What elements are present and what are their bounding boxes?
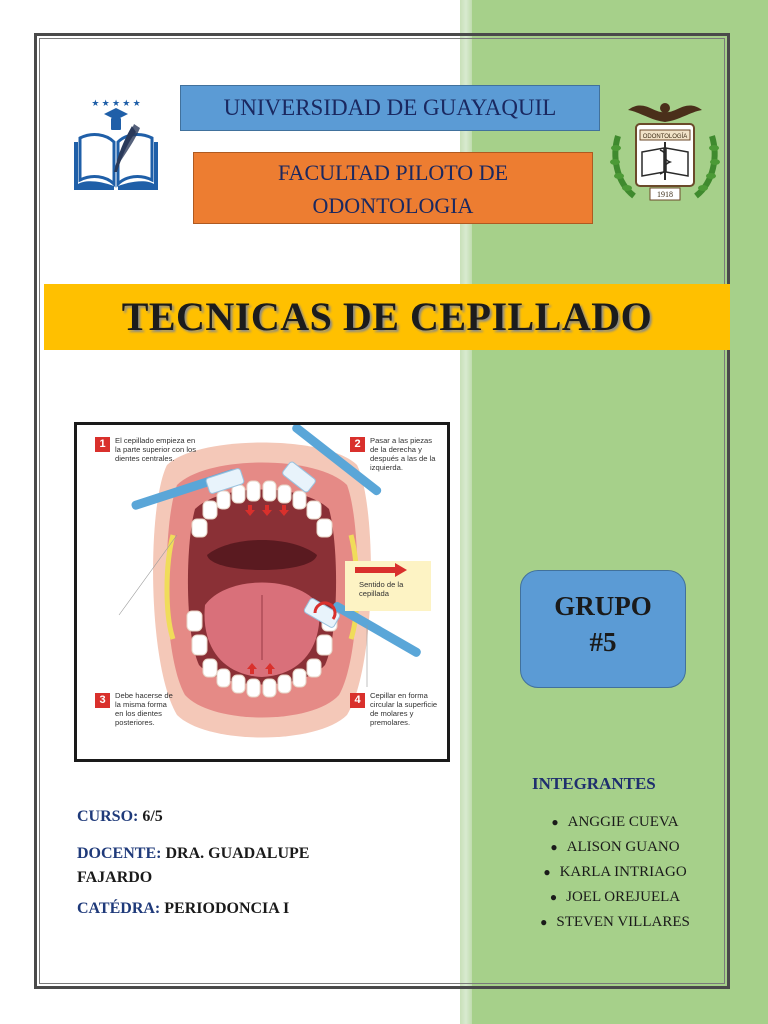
university-banner [180,85,600,131]
bullet-icon: ● [550,840,558,854]
bullet-icon: ● [551,815,559,829]
step-4-number: 4 [350,693,365,708]
seal-year: 1918 [657,190,673,199]
teacher-line [77,842,367,890]
course-label: CURSO: [77,808,139,825]
members-title: INTEGRANTES [532,774,656,793]
bullet-icon: ● [549,890,558,904]
bullet-icon: ● [543,865,551,879]
step-1-number: 1 [95,437,110,452]
list-item [515,860,715,885]
step-4-text: Cepillar en forma circular la superficie de molares y premolares. [370,691,438,727]
subject-value: PERIODONCIA I [164,900,290,917]
step-2-text: Pasar a las piezas de la derecha y después a las de la izquierda. [370,436,436,472]
teacher-label: DOCENTE: [77,845,162,862]
teacher-value: DRA. GUADALUPE [165,845,310,862]
bullet-icon: ● [540,915,548,929]
member-name: KARLA INTRIAGO [559,864,687,880]
document-title: TECNICAS DE CEPILLADO [121,294,653,339]
subject-label: CATÉDRA: [77,900,161,917]
svg-text:★ ★ ★ ★ ★: ★ ★ ★ ★ ★ [91,98,141,108]
course-value: 6/5 [142,808,163,825]
group-number: #5 [589,627,617,657]
step-1-text: El cepillado empieza en la parte superior con los dientes centrales. [115,436,197,463]
member-name: JOEL OREJUELA [566,889,681,905]
step-2-number: 2 [350,437,365,452]
member-name: ALISON GUANO [566,839,680,855]
list-item [515,910,715,935]
faculty-banner [193,152,593,224]
faculty-seal [608,96,722,208]
faculty-name-line1: FACULTAD PILOTO DE [277,160,509,185]
group-label: GRUPO [554,591,652,621]
course-line [77,808,163,826]
list-item [515,810,715,835]
member-name: STEVEN VILLARES [556,914,690,930]
seal-banner-text: ODONTOLOGÍA [642,134,688,140]
brushing-diagram [74,422,450,762]
members-list [515,810,715,935]
step-3-text: Debe hacerse de la misma forma en los dientes posteriores. [115,691,173,727]
university-logo [66,92,166,194]
step-3-number: 3 [95,693,110,708]
university-name: UNIVERSIDAD DE GUAYAQUIL [223,95,557,120]
teacher-value-line2: FAJARDO [77,869,153,886]
subject-line [77,900,289,918]
member-name: ANGGIE CUEVA [567,814,679,830]
direction-label: Sentido de la cepillada [359,580,404,598]
list-item [515,885,715,910]
group-box [520,570,686,688]
list-item [515,835,715,860]
faculty-name-line2: ODONTOLOGIA [312,193,474,218]
